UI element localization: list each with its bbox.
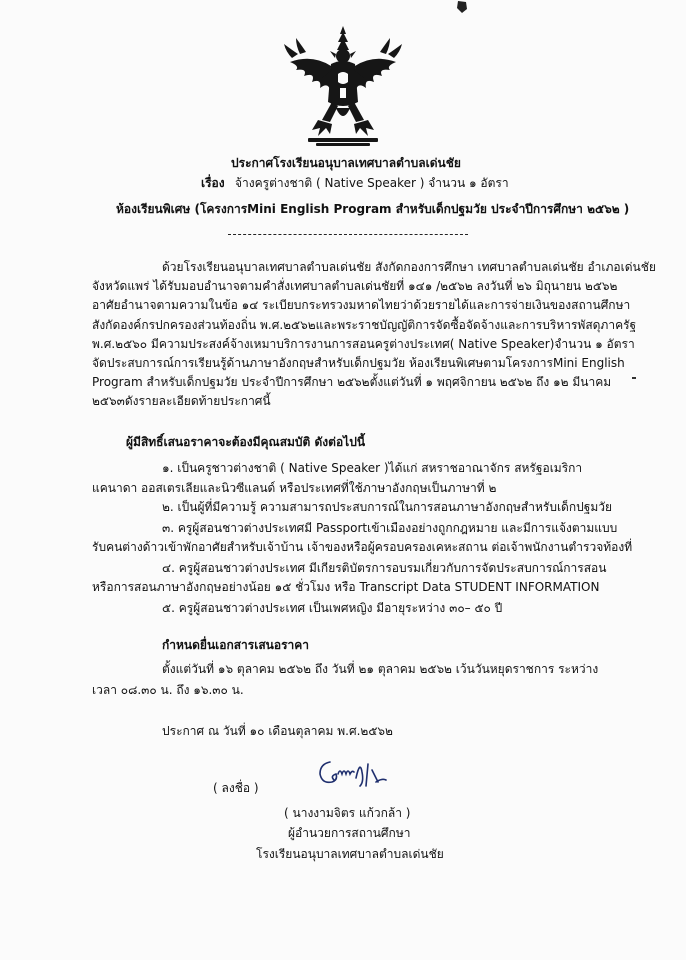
document-title: ประกาศโรงเรียนอนุบาลเทศบาลตำบลเด่นชัย — [231, 156, 461, 170]
subtitle: ห้องเรียนพิเศษ (โครงการMini English Program สำหรับเด็กปฐมวัย ประจำปีการศึกษา ๒๕๖๒ ) — [116, 202, 630, 216]
intro-line: ๒๕๖๓ดังรายละเอียดท้ายประกาศนี้ — [92, 394, 271, 408]
qualification-item: แคนาดา ออสเตรเลียและนิวซีแลนด์ หรือประเทศที่ใช้ภาษาอังกฤษเป็นภาษาที่ ๒ — [92, 481, 497, 495]
qualification-item: ๔. ครูผู้สอนชาวต่างประเทศ มีเกียรติบัตรการอบรมเกี่ยวกับการจัดประสบการณ์การสอน — [162, 561, 607, 575]
sign-label: ( ลงชื่อ ) — [213, 781, 259, 795]
submission-line: ตั้งแต่วันที่ ๑๖ ตุลาคม ๒๕๖๒ ถึง วันที่ ๒๑ ตุลาคม ๒๕๖๒ เว้นวันหยุดราชการ ระหว่าง — [162, 662, 599, 676]
qualifications-heading: ผู้มีสิทธิ์เสนอราคาจะต้องมีคุณสมบัติ ดังต่อไปนี้ — [126, 435, 366, 449]
subject-label: เรื่อง — [201, 176, 225, 190]
submission-heading: กำหนดยื่นเอกสารเสนอราคา — [162, 638, 310, 652]
qualification-item: หรือการสอนภาษาอังกฤษอย่างน้อย ๑๕ ชั่วโมง หรือ Transcript Data STUDENT INFORMATION — [92, 580, 600, 594]
intro-line: อาศัยอำนาจตามความในข้อ ๑๔ ระเบียบกระทรวงมหาดไทยว่าด้วยรายได้และการจ่ายเงินของสถานศึกษา — [92, 298, 631, 312]
title-divider — [228, 234, 468, 235]
qualification-item: ๑. เป็นครูชาวต่างชาติ ( Native Speaker )ได้แก่ สหราชอาณาจักร สหรัฐอเมริกา — [162, 461, 583, 475]
stray-mark — [632, 377, 636, 379]
intro-line: จัดประสบการณ์การเรียนรู้ด้านภาษาอังกฤษสำหรับเด็กปฐมวัย ห้องเรียนพิเศษตามโครงการMini English — [92, 356, 625, 370]
garuda-emblem-icon — [282, 24, 404, 148]
qualification-item: ๕. ครูผู้สอนชาวต่างประเทศ เป็นเพศหญิง มีอายุระหว่าง ๓๐– ๕๐ ปี — [162, 601, 503, 615]
intro-line: สังกัดองค์กรปกครองส่วนท้องถิ่น พ.ศ.๒๕๖๒และพระราชบัญญัติการจัดซื้อจัดจ้างและการบริหารพัสดุภาครัฐ — [92, 318, 637, 332]
qualification-item: ๒. เป็นผู้ที่มีความรู้ ความสามารถประสบการณ์ในการสอนภาษาอังกฤษสำหรับเด็กปฐมวัย — [162, 500, 613, 514]
announcement-date: ประกาศ ณ วันที่ ๑๐ เดือนตุลาคม พ.ศ.๒๕๖๒ — [162, 724, 393, 738]
intro-line: ด้วยโรงเรียนอนุบาลเทศบาลตำบลเด่นชัย สังกัดกองการศึกษา เทศบาลตำบลเด่นชัย อำเภอเด่นชัย — [162, 260, 656, 274]
subject-text: จ้างครูต่างชาติ ( Native Speaker ) จำนวน ๑ อัตรา — [235, 176, 509, 190]
intro-line: พ.ศ.๒๕๖๐ มีความประสงค์จ้างเหมาบริการงานการสอนครูต่างประเทศ( Native Speaker)จำนวน ๑ อัตรา — [92, 337, 635, 351]
punch-hole-icon — [455, 0, 469, 14]
signature-mark-icon — [316, 756, 396, 792]
signer-position: ผู้อำนวยการสถานศึกษา — [288, 826, 411, 840]
qualification-item: รับคนต่างด้าวเข้าพักอาศัยสำหรับเจ้าบ้าน เจ้าของหรือผู้ครอบครองเคหะสถาน ต่อเจ้าพนักงานตำรวจท้องที่ — [92, 540, 633, 554]
submission-line: เวลา ๐๘.๓๐ น. ถึง ๑๖.๓๐ น. — [92, 683, 244, 697]
signer-organization: โรงเรียนอนุบาลเทศบาลตำบลเด่นชัย — [256, 847, 444, 861]
intro-line: Program สำหรับเด็กปฐมวัย ประจำปีการศึกษา ๒๕๖๒ตั้งแต่วันที่ ๑ พฤศจิกายน ๒๕๖๒ ถึง ๑๒ มีนาคม — [92, 375, 612, 389]
signer-name: ( นางงามจิตร แก้วกล้า ) — [284, 806, 411, 820]
intro-line: จังหวัดแพร่ ได้รับมอบอำนาจตามคำสั่งเทศบาลตำบลเด่นชัยที่ ๑๔๑ /๒๕๖๒ ลงวันที่ ๒๖ มิถุนายน ๒๕๖๒ — [92, 279, 618, 293]
qualification-item: ๓. ครูผู้สอนชาวต่างประเทศมี Passportเข้าเมืองอย่างถูกกฎหมาย และมีการแจ้งตามแบบ — [162, 521, 618, 535]
